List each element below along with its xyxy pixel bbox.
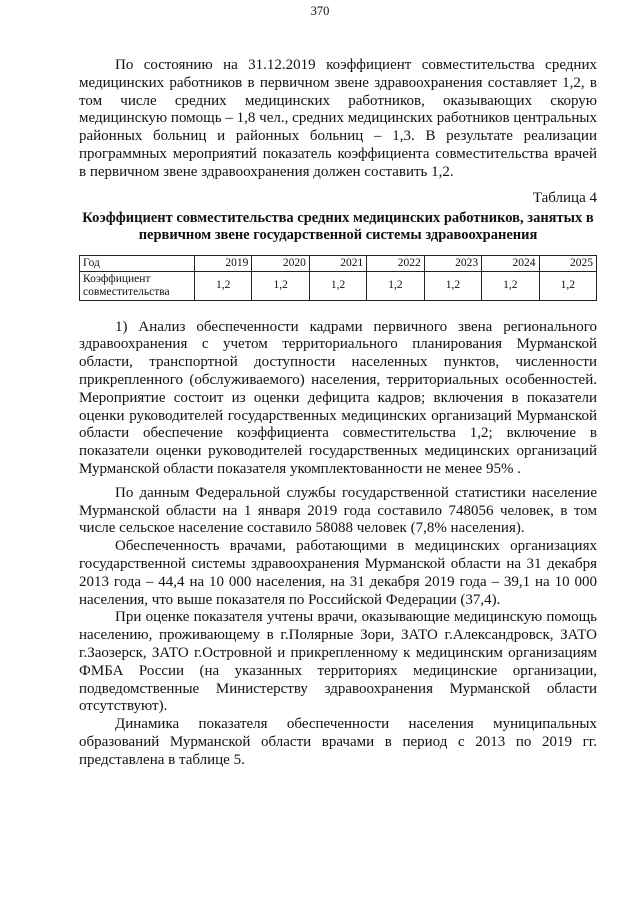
document-body <box>79 57 597 770</box>
year-cell: 2019 <box>195 255 252 271</box>
table-row <box>80 271 597 300</box>
year-cell: 2020 <box>252 255 309 271</box>
paragraph-partnership-coefficient: По состоянию на 31.12.2019 коэффициент совместительства средних медицинских работников в первичном звене здравоохранения составляет 1,2, в том числе средних медицинских работников, оказывающих скорую медицинскую помощь – 1,8 чел., средних медицинских работников центральных районных больниц и районных больниц – 1,3. В результате реализации программных мероприятий показатель коэффициента совместительства врачей в первичном звене здравоохранения должен составить 1,2. <box>79 57 597 180</box>
year-cell: 2025 <box>539 255 596 271</box>
paragraph-population: По данным Федеральной службы государственной статистики население Мурманской области на 1 января 2019 года составило 748056 человек, в том числе сельское население составило 58088 человек (7,8% населения). <box>79 484 597 537</box>
row-label-cell: Коэффициент совместительства <box>80 271 195 300</box>
year-cell: 2021 <box>309 255 366 271</box>
value-cell: 1,2 <box>424 271 481 300</box>
paragraph-dynamics: Динамика показателя обеспеченности населения муниципальных образований Мурманской области врачами в период с 2013 по 2019 гг. представлена в таблице 5. <box>79 716 597 768</box>
year-cell: 2022 <box>367 255 424 271</box>
table-header-row <box>80 255 597 271</box>
value-cell: 1,2 <box>539 271 596 300</box>
year-cell: 2023 <box>424 255 481 271</box>
coefficient-table <box>79 255 597 301</box>
value-cell: 1,2 <box>482 271 539 300</box>
paragraph-staffing-analysis: 1) Анализ обеспеченности кадрами первичного звена регионального здравоохранения с учетом территориального планирования Мурманской области, транспортной доступности населенных пунктов, численности прикрепленного (обслуживаемого) населения, территориальных особенностей. Мероприятие состоит из оценки дефицита кадров; включения в показатели оценки руководителей государственных медицинских организаций Мурманской области обеспечение коэффициента совместительства 1,2; включение в показатели оценки руководителей государственных медицинских организаций Мурманской области показателя укомплектованности не менее 95% . <box>79 318 597 477</box>
paragraph-doctor-availability: Обеспеченность врачами, работающими в медицинских организациях государственной системы здравоохранения Мурманской области на 31 декабря 2013 года – 44,4 на 10 000 населения, на 31 декабря 2019 года – 39,1 на 10 000 населения, что выше показателя по Российской Федерации (37,4). <box>79 538 597 608</box>
value-cell: 1,2 <box>367 271 424 300</box>
value-cell: 1,2 <box>309 271 366 300</box>
year-cell: 2024 <box>482 255 539 271</box>
table-title: Коэффициент совместительства средних медицинских работников, занятых в первичном звене государственной системы здравоохранения <box>82 209 594 244</box>
table-label: Таблица 4 <box>532 189 597 206</box>
header-label-cell: Год <box>80 255 195 271</box>
page-number: 370 <box>310 4 330 18</box>
paragraph-assessment-scope: При оценке показателя учтены врачи, оказывающие медицинскую помощь населению, проживающему в г.Полярные Зори, ЗАТО г.Александровск, ЗАТО г.Заозерск, ЗАТО г.Островной и прикрепленному к медицинским организациям ФМБА России (на указанных территориях медицинские организации, подведомственные Министерству здравоохранения Мурманской области отсутствуют). <box>79 609 597 715</box>
value-cell: 1,2 <box>195 271 252 300</box>
value-cell: 1,2 <box>252 271 309 300</box>
